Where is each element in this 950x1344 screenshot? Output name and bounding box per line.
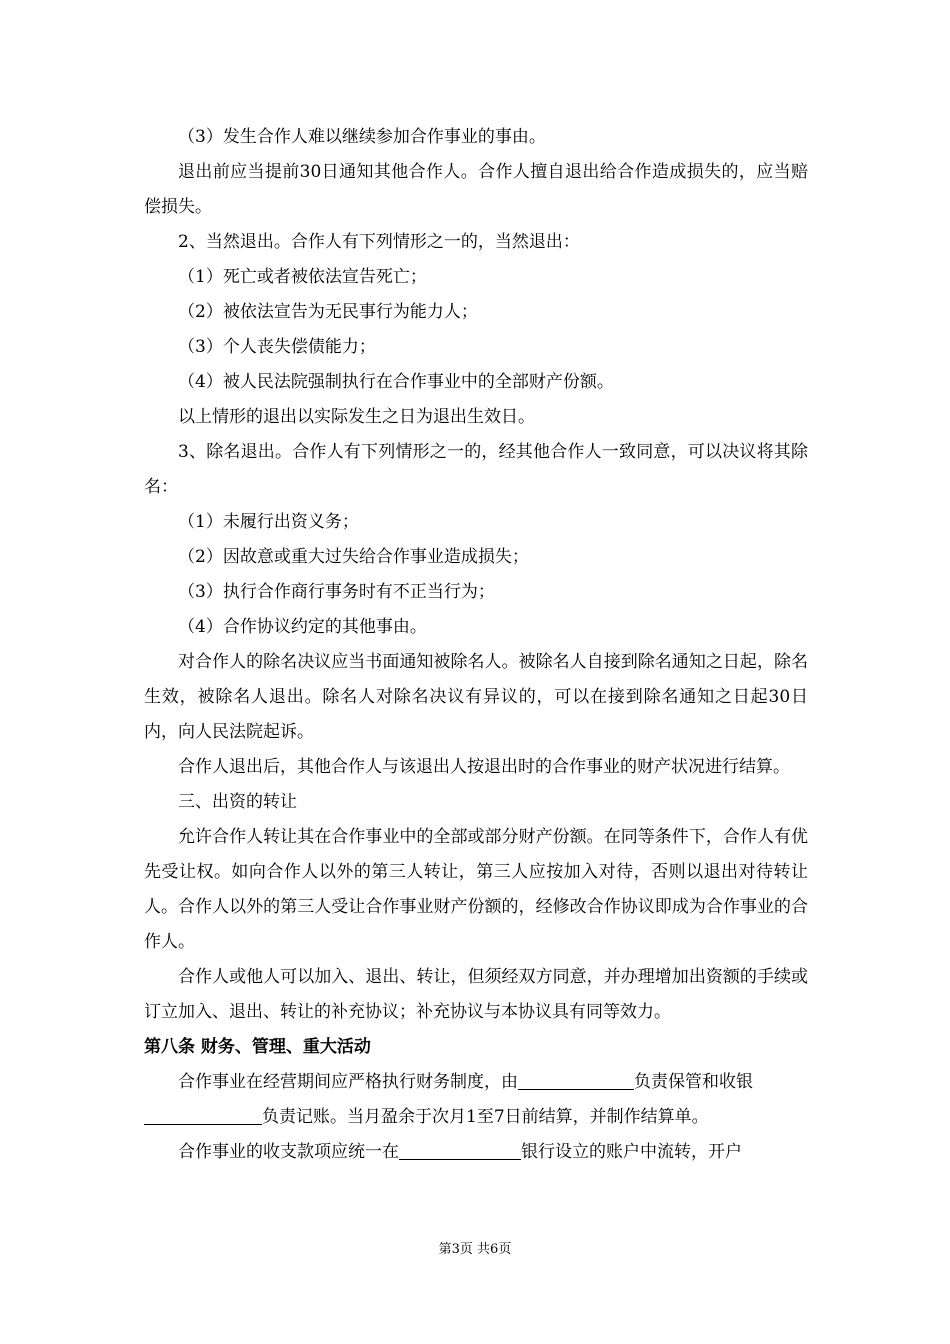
paragraph [144,1065,808,1135]
list-item: （2）被依法宣告为无民事行为能力人； [178,302,478,322]
list-item: （2）因故意或重大过失给合作事业造成损失； [178,547,529,567]
paragraph: 以上情形的退出以实际发生之日为退出生效日。 [178,407,535,427]
text-fragment: 合作事业的收支款项应统一在 [178,1142,399,1162]
paragraph: 允许合作人转让其在合作事业中的全部或部分财产份额。在同等条件下，合作人有优先受让权。如向合作人以外的第三人转让，第三人应按加入对待，否则以退出对待转让人。合作人以外的第三人受让合作事业财产份额的，经修改合作协议即成为合作事业的合作人。 [144,827,808,952]
fill-in-blank [399,1141,521,1160]
paragraph: 3、除名退出。合作人有下列情形之一的，经其他合作人一致同意，可以决议将其除名： [144,442,808,497]
text-fragment: 合作事业在经营期间应严格执行财务制度，由 [178,1072,518,1092]
list-item: （4）被人民法院强制执行在合作事业中的全部财产份额。 [178,372,614,392]
list-item: （1）死亡或者被依法宣告死亡； [178,267,427,287]
text-fragment: 负责保管和收银 [634,1072,753,1092]
paragraph: （3）发生合作人难以继续参加合作事业的事由。 [178,127,546,147]
fill-in-blank [518,1071,634,1090]
article-heading: 第八条 财务、管理、重大活动 [144,1037,371,1057]
paragraph: 合作人退出后，其他合作人与该退出人按退出时的合作事业的财产状况进行结算。 [178,757,790,777]
list-item: （1）未履行出资义务； [178,512,359,532]
list-item: （3）个人丧失偿债能力； [178,337,376,357]
paragraph: 对合作人的除名决议应当书面通知被除名人。被除名人自接到除名通知之日起，除名生效，被除名人退出。除名人对除名决议有异议的，可以在接到除名通知之日起30日内，向人民法院起诉。 [144,652,808,742]
list-item: （3）执行合作商行事务时有不正当行为； [178,582,495,602]
paragraph: 2、当然退出。合作人有下列情形之一的，当然退出： [178,232,580,252]
fill-in-blank [144,1106,262,1125]
document-body [144,120,808,1170]
section-title: 三、出资的转让 [178,792,297,812]
page-number: 第3页 共6页 [438,1242,512,1257]
text-fragment: 负责记账。当月盈余于次月1至7日前结算，并制作结算单。 [262,1107,709,1127]
paragraph: 合作人或他人可以加入、退出、转让，但须经双方同意，并办理增加出资额的手续或订立加入、退出、转让的补充协议；补充协议与本协议具有同等效力。 [144,967,808,1022]
list-item: （4）合作协议约定的其他事由。 [178,617,427,637]
paragraph [144,1135,808,1170]
text-fragment: 银行设立的账户中流转，开户 [521,1142,742,1162]
paragraph: 退出前应当提前30日通知其他合作人。合作人擅自退出给合作造成损失的，应当赔偿损失。 [144,162,808,217]
